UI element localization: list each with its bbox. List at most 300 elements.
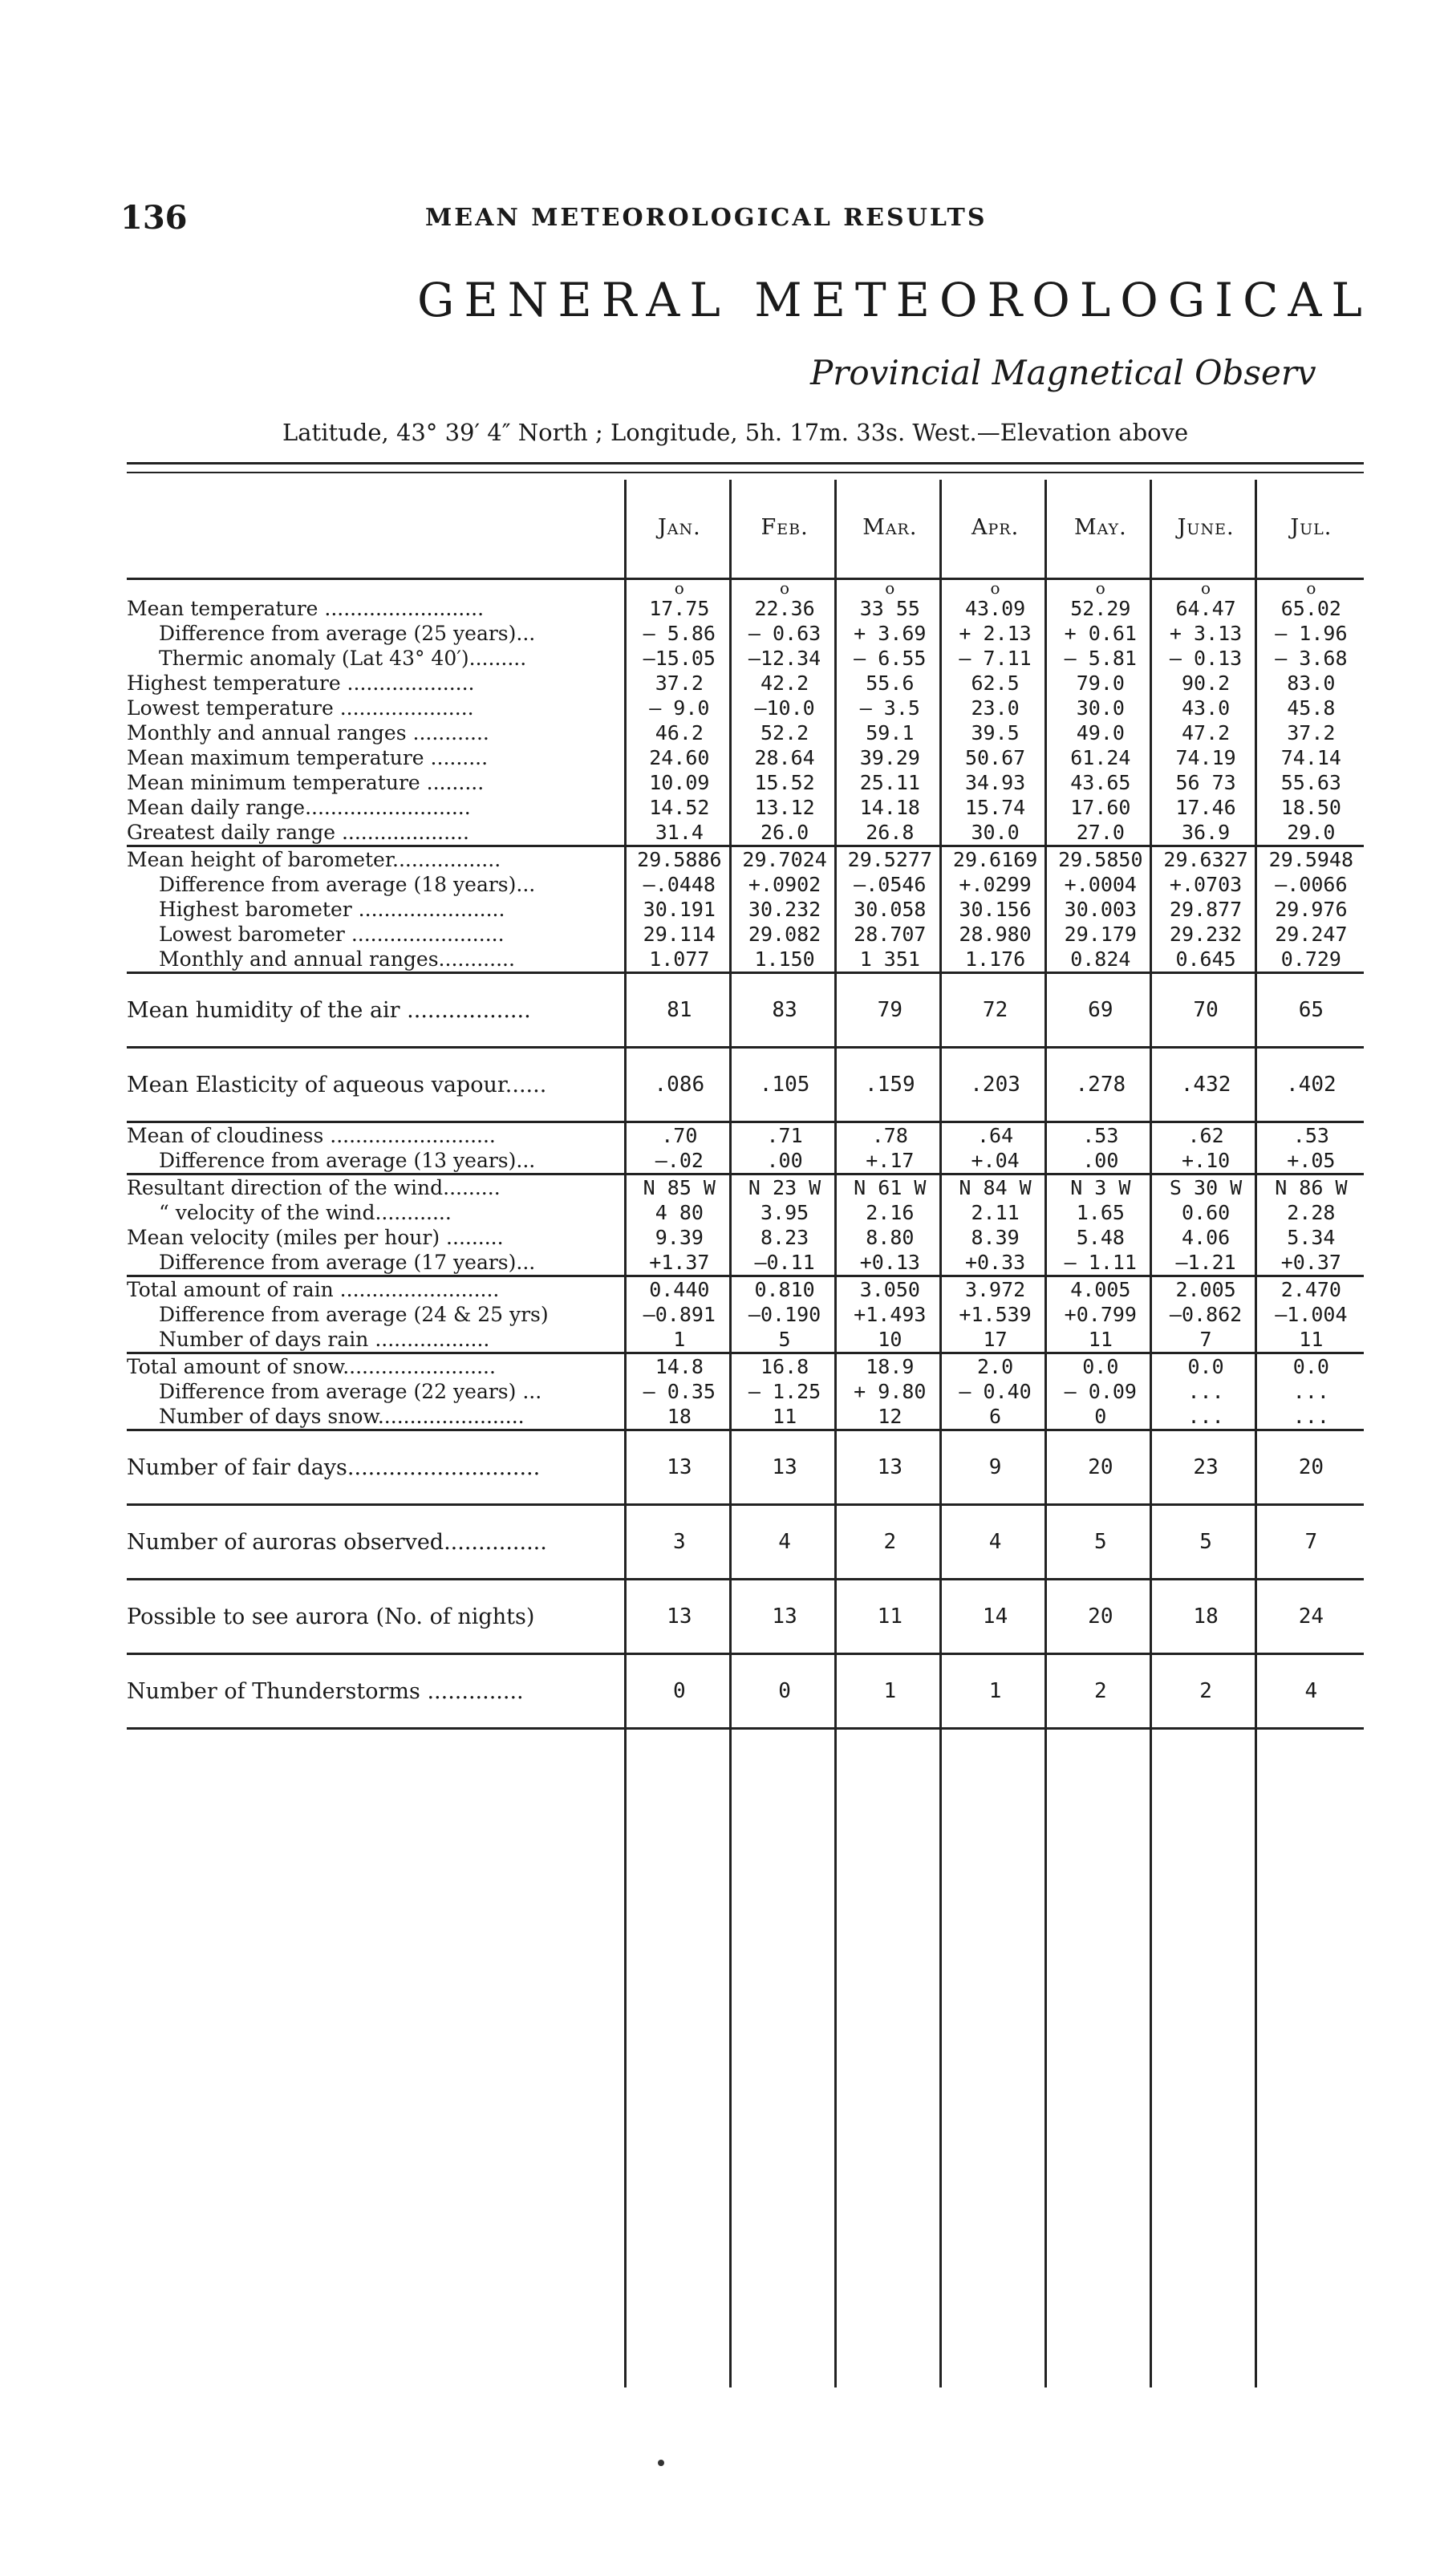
value-cell: 46.2 (655, 721, 704, 744)
row-label: Monthly and annual ranges ............ (127, 721, 489, 744)
observatory-subtitle: Provincial Magnetical Observ (810, 353, 1316, 392)
value-cell: 20 (1088, 1455, 1113, 1479)
month-values (1259, 1175, 1364, 1276)
month-values (732, 1354, 837, 1430)
month-values (732, 847, 837, 897)
degree-mark: o (990, 578, 1000, 598)
value-cell: .432 (1180, 1073, 1231, 1097)
location-line: Latitude, 43° 39′ 4″ North ; Longitude, 5h. 17m. 33s. West.—Elevation above (282, 419, 1189, 446)
month-values (627, 671, 732, 745)
value-cell: 29.6327 (1163, 848, 1248, 871)
data-block (127, 1175, 1364, 1276)
value-cell: .70 (661, 1124, 698, 1147)
row-labels (127, 580, 627, 671)
top-rule-thick (127, 462, 1364, 464)
value-cell: 6 (989, 1405, 1002, 1428)
value-cell: 4 (988, 1530, 1002, 1554)
running-head: MEAN METEOROLOGICAL RESULTS (425, 204, 988, 232)
value-cell: 29.232 (1169, 923, 1243, 946)
month-values (1048, 1175, 1153, 1276)
value-cell: 10.09 (649, 771, 710, 794)
value-cell: .78 (871, 1124, 908, 1147)
value-cell: 7 (1304, 1530, 1318, 1554)
value-cell: 14.18 (859, 796, 920, 819)
label-header (127, 477, 627, 579)
value-cell: — 0.35 (643, 1380, 716, 1403)
value-cell: + 2.13 (959, 622, 1032, 645)
value-cell: 30.003 (1064, 898, 1137, 921)
value-cell: 2.005 (1175, 1278, 1236, 1301)
month-values (1259, 580, 1364, 671)
month-values (838, 897, 943, 973)
data-block (127, 745, 1364, 846)
value-cell: 29.877 (1169, 898, 1243, 921)
value-cell: 9.39 (655, 1226, 704, 1249)
value-cell: 30.058 (854, 898, 927, 921)
row-labels (127, 745, 627, 846)
degree-mark: o (1095, 578, 1105, 598)
value-cell: 5.34 (1287, 1226, 1336, 1249)
value-cell: —1.21 (1175, 1251, 1236, 1274)
value-cell: — 0.40 (959, 1380, 1032, 1403)
month-values (732, 1123, 837, 1174)
value-cell: +0.13 (859, 1251, 920, 1274)
value-cell: .71 (766, 1124, 803, 1147)
value-cell: 59.1 (866, 721, 915, 744)
value-cell: 36.9 (1181, 821, 1231, 844)
value-cell: 2.28 (1287, 1201, 1336, 1224)
value-cell: +.0703 (1169, 873, 1243, 896)
row-label: Difference from average (13 years)... (159, 1149, 536, 1172)
month-values (732, 671, 837, 745)
table-title: GENERAL METEOROLOGICAL (417, 273, 1372, 327)
value-cell: .62 (1187, 1124, 1224, 1147)
row-label: Mean height of barometer................. (127, 848, 501, 871)
value-cell: 15.52 (754, 771, 815, 794)
value-cell: N 3 W (1070, 1176, 1131, 1199)
value-cell: 37.2 (655, 671, 704, 695)
value-cell: .402 (1286, 1073, 1337, 1097)
month-values (1048, 1354, 1153, 1430)
printer-dot (658, 2460, 664, 2466)
month-values (838, 1175, 943, 1276)
value-cell: 29.082 (748, 923, 821, 946)
value-cell: .00 (1082, 1149, 1119, 1172)
value-cell: +1.37 (649, 1251, 710, 1274)
month-header: Mar. (862, 514, 918, 540)
value-cell: 0.60 (1181, 1201, 1231, 1224)
value-cell: — 5.81 (1064, 647, 1137, 670)
value-cell: 83.0 (1287, 671, 1336, 695)
value-cell: +.17 (866, 1149, 915, 1172)
value-cell: — 5.86 (643, 622, 716, 645)
value-cell: 8.80 (866, 1226, 915, 1249)
value-cell: —.02 (655, 1149, 704, 1172)
value-cell: 20 (1298, 1455, 1324, 1479)
row-label: Number of fair days............................ (127, 1454, 541, 1480)
value-cell: —0.190 (748, 1303, 821, 1326)
value-cell: 4 (1304, 1679, 1318, 1703)
value-cell: 90.2 (1181, 671, 1231, 695)
row-label: Mean velocity (miles per hour) ......... (127, 1226, 504, 1249)
value-cell: + 0.61 (1064, 622, 1137, 645)
value-cell: 64.47 (1175, 597, 1236, 620)
value-cell: 18.9 (866, 1355, 915, 1378)
value-cell: 3.050 (859, 1278, 920, 1301)
value-cell: 29.179 (1064, 923, 1137, 946)
value-cell: 0 (673, 1679, 686, 1703)
value-cell: 29.976 (1275, 898, 1348, 921)
value-cell: +0.799 (1064, 1303, 1137, 1326)
value-cell: —10.0 (754, 696, 815, 720)
month-values (1048, 1277, 1153, 1353)
value-cell: .53 (1292, 1124, 1329, 1147)
data-block (127, 1277, 1364, 1353)
value-cell: 11 (1299, 1328, 1324, 1351)
value-cell: 16.8 (760, 1355, 809, 1378)
value-cell: .105 (759, 1073, 810, 1097)
row-label: Lowest barometer ........................ (159, 923, 505, 946)
month-values (627, 897, 732, 973)
row-label: Thermic anomaly (Lat 43° 40′)......... (159, 647, 527, 670)
value-cell: +.0004 (1064, 873, 1137, 896)
month-values (627, 847, 732, 897)
row-label: Possible to see aurora (No. of nights) (127, 1604, 535, 1629)
value-cell: 8.39 (971, 1226, 1020, 1249)
row-label: Highest barometer ....................... (159, 898, 505, 921)
month-values (943, 580, 1048, 671)
month-values (1048, 745, 1153, 846)
value-cell: 28.64 (754, 746, 815, 769)
row-label: Mean minimum temperature ......... (127, 771, 485, 794)
value-cell: 3.972 (964, 1278, 1026, 1301)
value-cell: 45.8 (1287, 696, 1336, 720)
value-cell: — 9.0 (649, 696, 710, 720)
month-values (943, 745, 1048, 846)
month-values (838, 745, 943, 846)
value-cell: 30.0 (1076, 696, 1125, 720)
month-values (838, 1123, 943, 1174)
value-cell: +1.493 (854, 1303, 927, 1326)
value-cell: 0.824 (1070, 947, 1131, 971)
month-values (1153, 1354, 1258, 1430)
value-cell: .64 (977, 1124, 1014, 1147)
value-cell: N 23 W (748, 1176, 821, 1199)
value-cell: 81 (667, 998, 692, 1022)
value-cell: 28.707 (854, 923, 927, 946)
month-header: June. (1177, 514, 1235, 540)
value-cell: 13 (667, 1604, 692, 1629)
page-number: 136 (120, 199, 188, 237)
data-block (127, 847, 1364, 897)
value-cell: 4 80 (655, 1201, 704, 1224)
value-cell: 27.0 (1076, 821, 1125, 844)
value-cell: +1.539 (959, 1303, 1032, 1326)
row-label: Mean temperature ......................... (127, 597, 485, 620)
column-rule (1044, 480, 1047, 2387)
month-header: Apr. (971, 514, 1020, 540)
month-values (1153, 671, 1258, 745)
value-cell: 1.176 (964, 947, 1026, 971)
value-cell: —.0546 (854, 873, 927, 896)
row-label: Difference from average (24 & 25 yrs) (159, 1303, 549, 1326)
row-label: Mean daily range.......................... (127, 796, 471, 819)
month-values (838, 1354, 943, 1430)
value-cell: 1.65 (1076, 1201, 1125, 1224)
row-label: Monthly and annual ranges............ (159, 947, 515, 971)
row-labels (127, 1175, 627, 1276)
value-cell: ... (1187, 1380, 1224, 1403)
value-cell: 13 (772, 1604, 797, 1629)
value-cell: N 86 W (1275, 1176, 1348, 1199)
value-cell: 0.645 (1175, 947, 1236, 971)
value-cell: 74.19 (1175, 746, 1236, 769)
month-values (1048, 847, 1153, 897)
value-cell: 0.0 (1292, 1355, 1329, 1378)
value-cell: 30.156 (959, 898, 1032, 921)
value-cell: 0.729 (1280, 947, 1341, 971)
value-cell: 22.36 (754, 597, 815, 620)
value-cell: 29.0 (1287, 821, 1336, 844)
value-cell: 2 (1199, 1679, 1212, 1703)
single-row (127, 974, 1364, 1048)
value-cell: 5.48 (1076, 1226, 1125, 1249)
month-values (1259, 745, 1364, 846)
column-rule (1150, 480, 1152, 2387)
value-cell: S 30 W (1169, 1176, 1243, 1199)
row-label: Difference from average (18 years)... (159, 873, 536, 896)
row-label: Difference from average (25 years)... (159, 622, 536, 645)
month-values (627, 1123, 732, 1174)
row-label: Number of auroras observed............... (127, 1529, 547, 1555)
page-header (120, 199, 1364, 247)
month-values (943, 1175, 1048, 1276)
value-cell: 62.5 (971, 671, 1020, 695)
month-values (732, 897, 837, 973)
value-cell: 17.75 (649, 597, 710, 620)
month-values (627, 1277, 732, 1353)
month-values (732, 1277, 837, 1353)
value-cell: 11 (1088, 1328, 1113, 1351)
value-cell: 43.65 (1070, 771, 1131, 794)
row-label: Difference from average (22 years) ... (159, 1380, 542, 1403)
value-cell: N 84 W (959, 1176, 1032, 1199)
value-cell: 1 351 (859, 947, 920, 971)
value-cell: 29.247 (1275, 923, 1348, 946)
single-row (127, 1506, 1364, 1580)
value-cell: 23.0 (971, 696, 1020, 720)
month-values (1153, 847, 1258, 897)
value-cell: — 0.09 (1064, 1380, 1137, 1403)
value-cell: 72 (982, 998, 1008, 1022)
row-label: Highest temperature .................... (127, 671, 475, 695)
value-cell: 17 (983, 1328, 1008, 1351)
value-cell: + 3.13 (1169, 622, 1243, 645)
value-cell: 11 (877, 1604, 902, 1629)
value-cell: 47.2 (1181, 721, 1231, 744)
value-cell: 15.74 (964, 796, 1026, 819)
value-cell: 26.0 (760, 821, 809, 844)
month-values (1259, 897, 1364, 973)
value-cell: 29.5850 (1058, 848, 1143, 871)
month-values (943, 1277, 1048, 1353)
row-label: Difference from average (17 years)... (159, 1251, 536, 1274)
row-label: Total amount of rain ......................... (127, 1278, 500, 1301)
value-cell: 1.077 (649, 947, 710, 971)
month-header-row (127, 477, 1364, 579)
value-cell: 3.95 (760, 1201, 809, 1224)
month-header: May. (1073, 514, 1127, 540)
data-block (127, 580, 1364, 671)
meteorological-table (127, 477, 1364, 1730)
value-cell: 55.6 (866, 671, 915, 695)
value-cell: — 1.11 (1064, 1251, 1137, 1274)
month-values (1048, 671, 1153, 745)
month-values (627, 745, 732, 846)
row-label: “ velocity of the wind............ (159, 1201, 452, 1224)
value-cell: ... (1187, 1405, 1224, 1428)
value-cell: — 7.11 (959, 647, 1032, 670)
row-label: Number of Thunderstorms .............. (127, 1678, 524, 1704)
month-values (943, 847, 1048, 897)
row-label: Total amount of snow........................ (127, 1355, 496, 1378)
value-cell: 56 73 (1175, 771, 1236, 794)
value-cell: 33 55 (859, 597, 920, 620)
value-cell: 2 (1094, 1679, 1107, 1703)
value-cell: — 0.63 (748, 622, 821, 645)
month-values (1259, 847, 1364, 897)
value-cell: 25.11 (859, 771, 920, 794)
value-cell: 29.7024 (742, 848, 827, 871)
value-cell: 31.4 (655, 821, 704, 844)
value-cell: 13 (877, 1455, 902, 1479)
value-cell: — 3.5 (859, 696, 920, 720)
value-cell: .53 (1082, 1124, 1119, 1147)
row-label: Lowest temperature ..................... (127, 696, 474, 720)
value-cell: 14.52 (649, 796, 710, 819)
value-cell: 0.0 (1187, 1355, 1224, 1378)
value-cell: 13 (667, 1455, 692, 1479)
month-values (732, 745, 837, 846)
month-values (627, 580, 732, 671)
single-row (127, 1049, 1364, 1122)
value-cell: 0 (1094, 1405, 1107, 1428)
value-cell: 5 (1199, 1530, 1212, 1554)
month-values (943, 897, 1048, 973)
value-cell: +.05 (1287, 1149, 1336, 1172)
value-cell: 55.63 (1280, 771, 1341, 794)
degree-mark: o (885, 578, 895, 598)
value-cell: 23 (1193, 1455, 1219, 1479)
month-values (627, 1354, 732, 1430)
value-cell: — 6.55 (854, 647, 927, 670)
month-values (732, 580, 837, 671)
month-values (1048, 1123, 1153, 1174)
value-cell: +0.33 (964, 1251, 1026, 1274)
value-cell: 1 (988, 1679, 1002, 1703)
value-cell: 65.02 (1280, 597, 1341, 620)
value-cell: —.0448 (643, 873, 716, 896)
value-cell: 3 (673, 1530, 686, 1554)
value-cell: 79 (877, 998, 902, 1022)
month-values (1259, 1123, 1364, 1174)
value-cell: 24 (1298, 1604, 1324, 1629)
month-values (1259, 1354, 1364, 1430)
value-cell: 39.29 (859, 746, 920, 769)
value-cell: 0.810 (754, 1278, 815, 1301)
month-values (838, 671, 943, 745)
column-rule (1255, 480, 1257, 2387)
column-rule (729, 480, 732, 2387)
single-row (127, 1655, 1364, 1729)
value-cell: 69 (1088, 998, 1113, 1022)
value-cell: 12 (878, 1405, 902, 1428)
value-cell: — 0.13 (1169, 647, 1243, 670)
value-cell: 17.60 (1070, 796, 1131, 819)
value-cell: .00 (766, 1149, 803, 1172)
value-cell: 4.005 (1070, 1278, 1131, 1301)
value-cell: 29.5948 (1268, 848, 1354, 871)
value-cell: ... (1292, 1405, 1329, 1428)
month-values (1153, 1123, 1258, 1174)
single-row (127, 1580, 1364, 1654)
data-block (127, 671, 1364, 745)
value-cell: 2 (883, 1530, 897, 1554)
degree-mark: o (674, 578, 684, 598)
month-header: Jul. (1290, 514, 1332, 540)
value-cell: + 3.69 (854, 622, 927, 645)
value-cell: —.0066 (1275, 873, 1348, 896)
value-cell: 2.0 (977, 1355, 1014, 1378)
value-cell: 18.50 (1280, 796, 1341, 819)
month-values (1048, 580, 1153, 671)
value-cell: N 61 W (854, 1176, 927, 1199)
value-cell: — 3.68 (1275, 647, 1348, 670)
value-cell: ... (1292, 1380, 1329, 1403)
data-block (127, 897, 1364, 973)
data-block (127, 1123, 1364, 1174)
value-cell: 7 (1199, 1328, 1212, 1351)
value-cell: 17.46 (1175, 796, 1236, 819)
value-cell: 0.440 (649, 1278, 710, 1301)
value-cell: 1.150 (754, 947, 815, 971)
table-body (127, 580, 1364, 1730)
value-cell: —0.891 (643, 1303, 716, 1326)
value-cell: 30.191 (643, 898, 716, 921)
column-rule (834, 480, 837, 2387)
value-cell: —1.004 (1275, 1303, 1348, 1326)
value-cell: 30.0 (971, 821, 1020, 844)
value-cell: —12.34 (748, 647, 821, 670)
month-values (627, 1175, 732, 1276)
month-values (1153, 580, 1258, 671)
value-cell: —0.862 (1169, 1303, 1243, 1326)
value-cell: — 1.25 (748, 1380, 821, 1403)
row-labels (127, 847, 627, 897)
value-cell: 52.29 (1070, 597, 1131, 620)
degree-mark: o (1201, 578, 1211, 598)
row-label: Mean of cloudiness .......................... (127, 1124, 496, 1147)
value-cell: +.0902 (748, 873, 821, 896)
row-labels (127, 1277, 627, 1353)
value-cell: 43.0 (1181, 696, 1231, 720)
top-rule-thin (127, 472, 1364, 473)
month-values (1259, 1277, 1364, 1353)
month-header: Jan. (657, 514, 701, 540)
month-values (838, 847, 943, 897)
value-cell: +.10 (1181, 1149, 1231, 1172)
value-cell: 24.60 (649, 746, 710, 769)
